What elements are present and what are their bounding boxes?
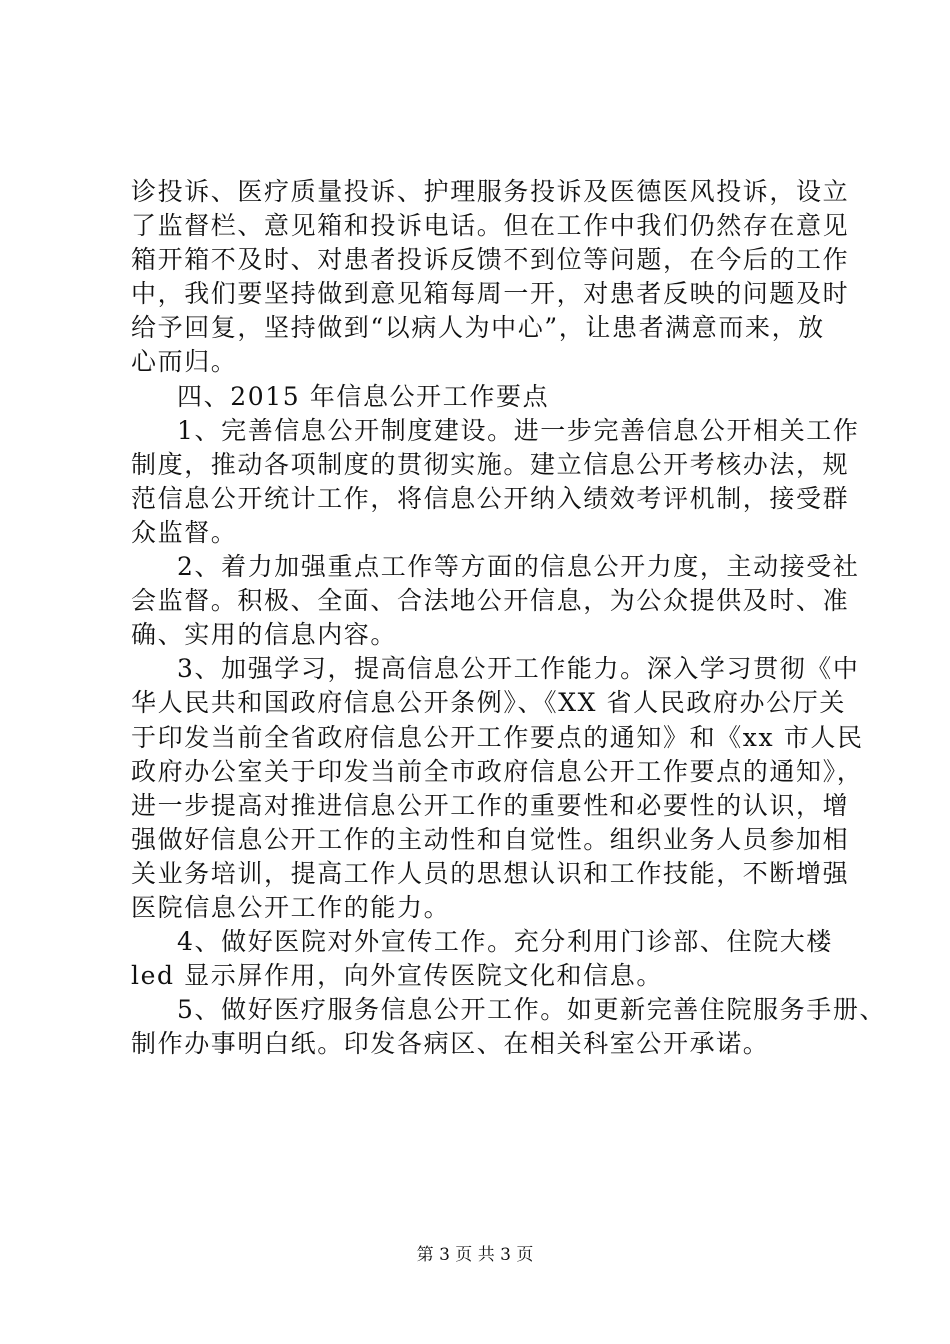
text-line: 5、做好医疗服务信息公开工作。如更新完善住院服务手册、: [177, 995, 887, 1025]
text-line: 箱开箱不及时、对患者投诉反馈不到位等问题，在今后的工作: [131, 245, 850, 275]
text-line: 政府办公室关于印发当前全市政府信息公开工作要点的通知》，: [131, 756, 864, 786]
text-line: 进一步提高对推进信息公开工作的重要性和必要性的认识，增: [131, 790, 850, 820]
text-line: 关业务培训，提高工作人员的思想认识和工作技能，不断增强: [131, 858, 850, 888]
text-line: 中，我们要坚持做到意见箱每周一开，对患者反映的问题及时: [131, 279, 850, 309]
text-line: 了监督栏、意见箱和投诉电话。但在工作中我们仍然存在意见: [131, 211, 850, 241]
text-line: 于印发当前全省政府信息公开工作要点的通知》和《xx 市人民: [131, 722, 864, 752]
text-line: 给予回复，坚持做到“以病人为中心”，让患者满意而来，放: [131, 313, 825, 343]
text-line: 华人民共和国政府信息公开条例》、《XX 省人民政府办公厅关: [131, 688, 846, 718]
text-line: led 显示屏作用，向外宣传医院文化和信息。: [131, 961, 663, 991]
text-line: 3、加强学习，提高信息公开工作能力。深入学习贯彻《中: [177, 654, 860, 684]
document-body: [131, 175, 887, 1061]
text-line: 会监督。积极、全面、合法地公开信息，为公众提供及时、准: [131, 586, 850, 616]
section-heading: 四、2015 年信息公开工作要点: [177, 381, 550, 411]
text-line: 心而归。: [131, 347, 238, 377]
text-line: 2、着力加强重点工作等方面的信息公开力度，主动接受社: [177, 552, 860, 582]
text-line: 医院信息公开工作的能力。: [131, 892, 451, 922]
text-line: 确、实用的信息内容。: [131, 620, 398, 650]
text-line: 制度，推动各项制度的贯彻实施。建立信息公开考核办法，规: [131, 449, 850, 479]
text-line: 4、做好医院对外宣传工作。充分利用门诊部、住院大楼: [177, 927, 833, 957]
text-line: 强做好信息公开工作的主动性和自觉性。组织业务人员参加相: [131, 824, 850, 854]
text-line: 诊投诉、医疗质量投诉、护理服务投诉及医德医风投诉，设立: [131, 177, 850, 206]
text-line: 范信息公开统计工作，将信息公开纳入绩效考评机制，接受群: [131, 483, 850, 513]
page-number: 第 3 页 共 3 页: [416, 1245, 534, 1265]
text-line: 1、完善信息公开制度建设。进一步完善信息公开相关工作: [177, 415, 860, 445]
text-line: 众监督。: [131, 517, 238, 547]
text-line: 制作办事明白纸。印发各病区、在相关科室公开承诺。: [131, 1029, 770, 1059]
